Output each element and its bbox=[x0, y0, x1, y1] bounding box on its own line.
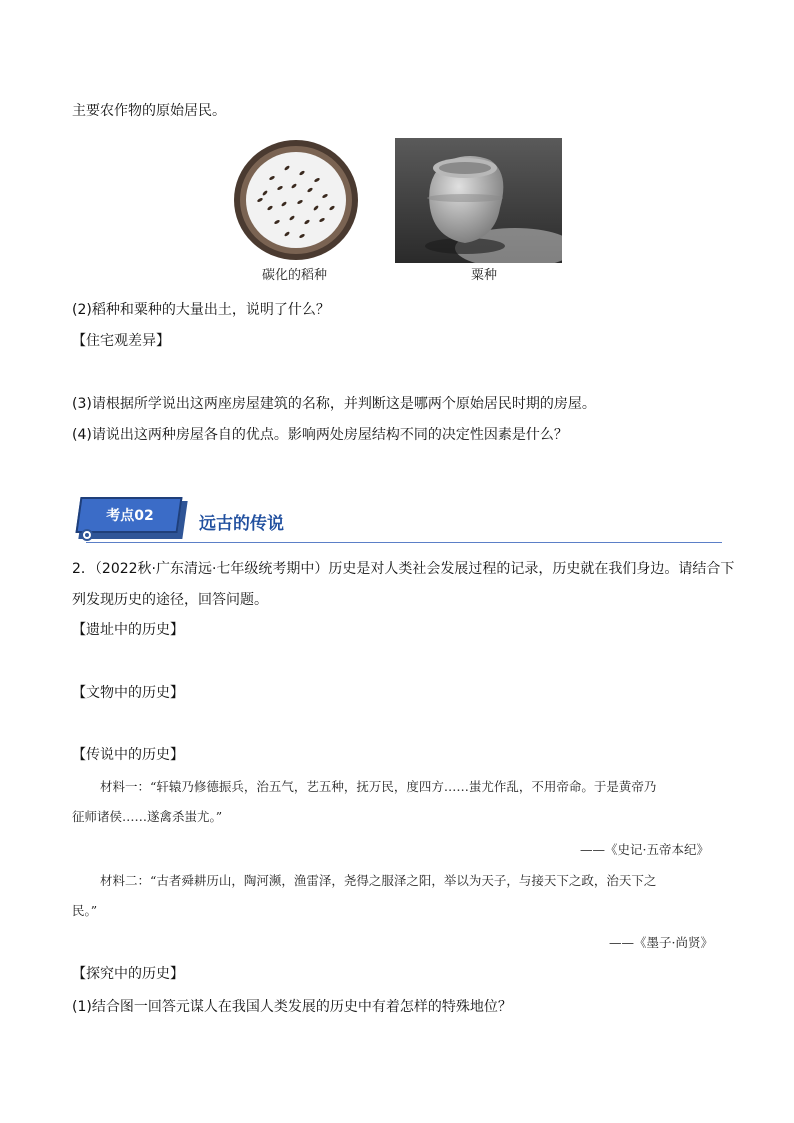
question-2: (2)稻种和粟种的大量出土，说明了什么？ bbox=[72, 302, 330, 318]
question-3: (3)请根据所学说出这两座房屋建筑的名称，并判断这是哪两个原始居民时期的房屋。 bbox=[72, 396, 596, 412]
material-1-line2: 征师诸侯……遂禽杀蚩尤。” bbox=[72, 809, 223, 824]
question-4: (4)请说出这两种房屋各自的优点。影响两处房屋结构不同的决定性因素是什么？ bbox=[72, 427, 568, 443]
kaodian-label: 考点02 bbox=[106, 508, 154, 524]
kaodian-badge bbox=[78, 497, 193, 543]
heading-legend-history: 【传说中的历史】 bbox=[72, 747, 184, 763]
material-2-line1: 材料二：“古者舜耕历山，陶河濒，渔雷泽，尧得之服泽之阳，举以为天子，与接天下之政，治天下之 bbox=[100, 873, 657, 888]
material-2-source: ——《墨子·尚贤》 bbox=[609, 935, 713, 950]
question-2-intro-line2: 列发现历史的途径，回答问题。 bbox=[72, 592, 268, 608]
section-divider bbox=[86, 542, 722, 543]
intro-line: 主要农作物的原始居民。 bbox=[72, 103, 226, 119]
badge-dot-icon bbox=[81, 529, 93, 541]
material-1-line1: 材料一：“轩辕乃修德振兵，治五气，艺五种，抚万民，度四方……蚩尤作乱，不用帝命。于是黄帝乃 bbox=[100, 779, 657, 794]
section-title: 远古的传说 bbox=[199, 514, 284, 534]
material-2-line2: 民。” bbox=[72, 903, 98, 918]
heading-relic-history: 【文物中的历史】 bbox=[72, 685, 184, 701]
millet-image bbox=[395, 138, 562, 263]
heading-inquiry-history: 【探究中的历史】 bbox=[72, 966, 184, 982]
housing-heading: 【住宅观差异】 bbox=[72, 333, 170, 349]
question-2-intro-line1: 2．（2022秋·广东清远·七年级统考期中）历史是对人类社会发展过程的记录，历史就在我们身边。请结合下 bbox=[72, 561, 735, 577]
millet-figure bbox=[395, 138, 562, 263]
rice-seed-image bbox=[232, 138, 360, 263]
question-1-final: (1)结合图一回答元谋人在我国人类发展的历史中有着怎样的特殊地位？ bbox=[72, 999, 512, 1015]
rice-seed-caption: 碳化的稻种 bbox=[262, 268, 328, 283]
material-1-source: ——《史记·五帝本纪》 bbox=[580, 842, 709, 857]
heading-site-history: 【遗址中的历史】 bbox=[72, 622, 184, 638]
rice-seed-figure bbox=[232, 138, 360, 263]
millet-caption: 粟种 bbox=[471, 268, 498, 283]
